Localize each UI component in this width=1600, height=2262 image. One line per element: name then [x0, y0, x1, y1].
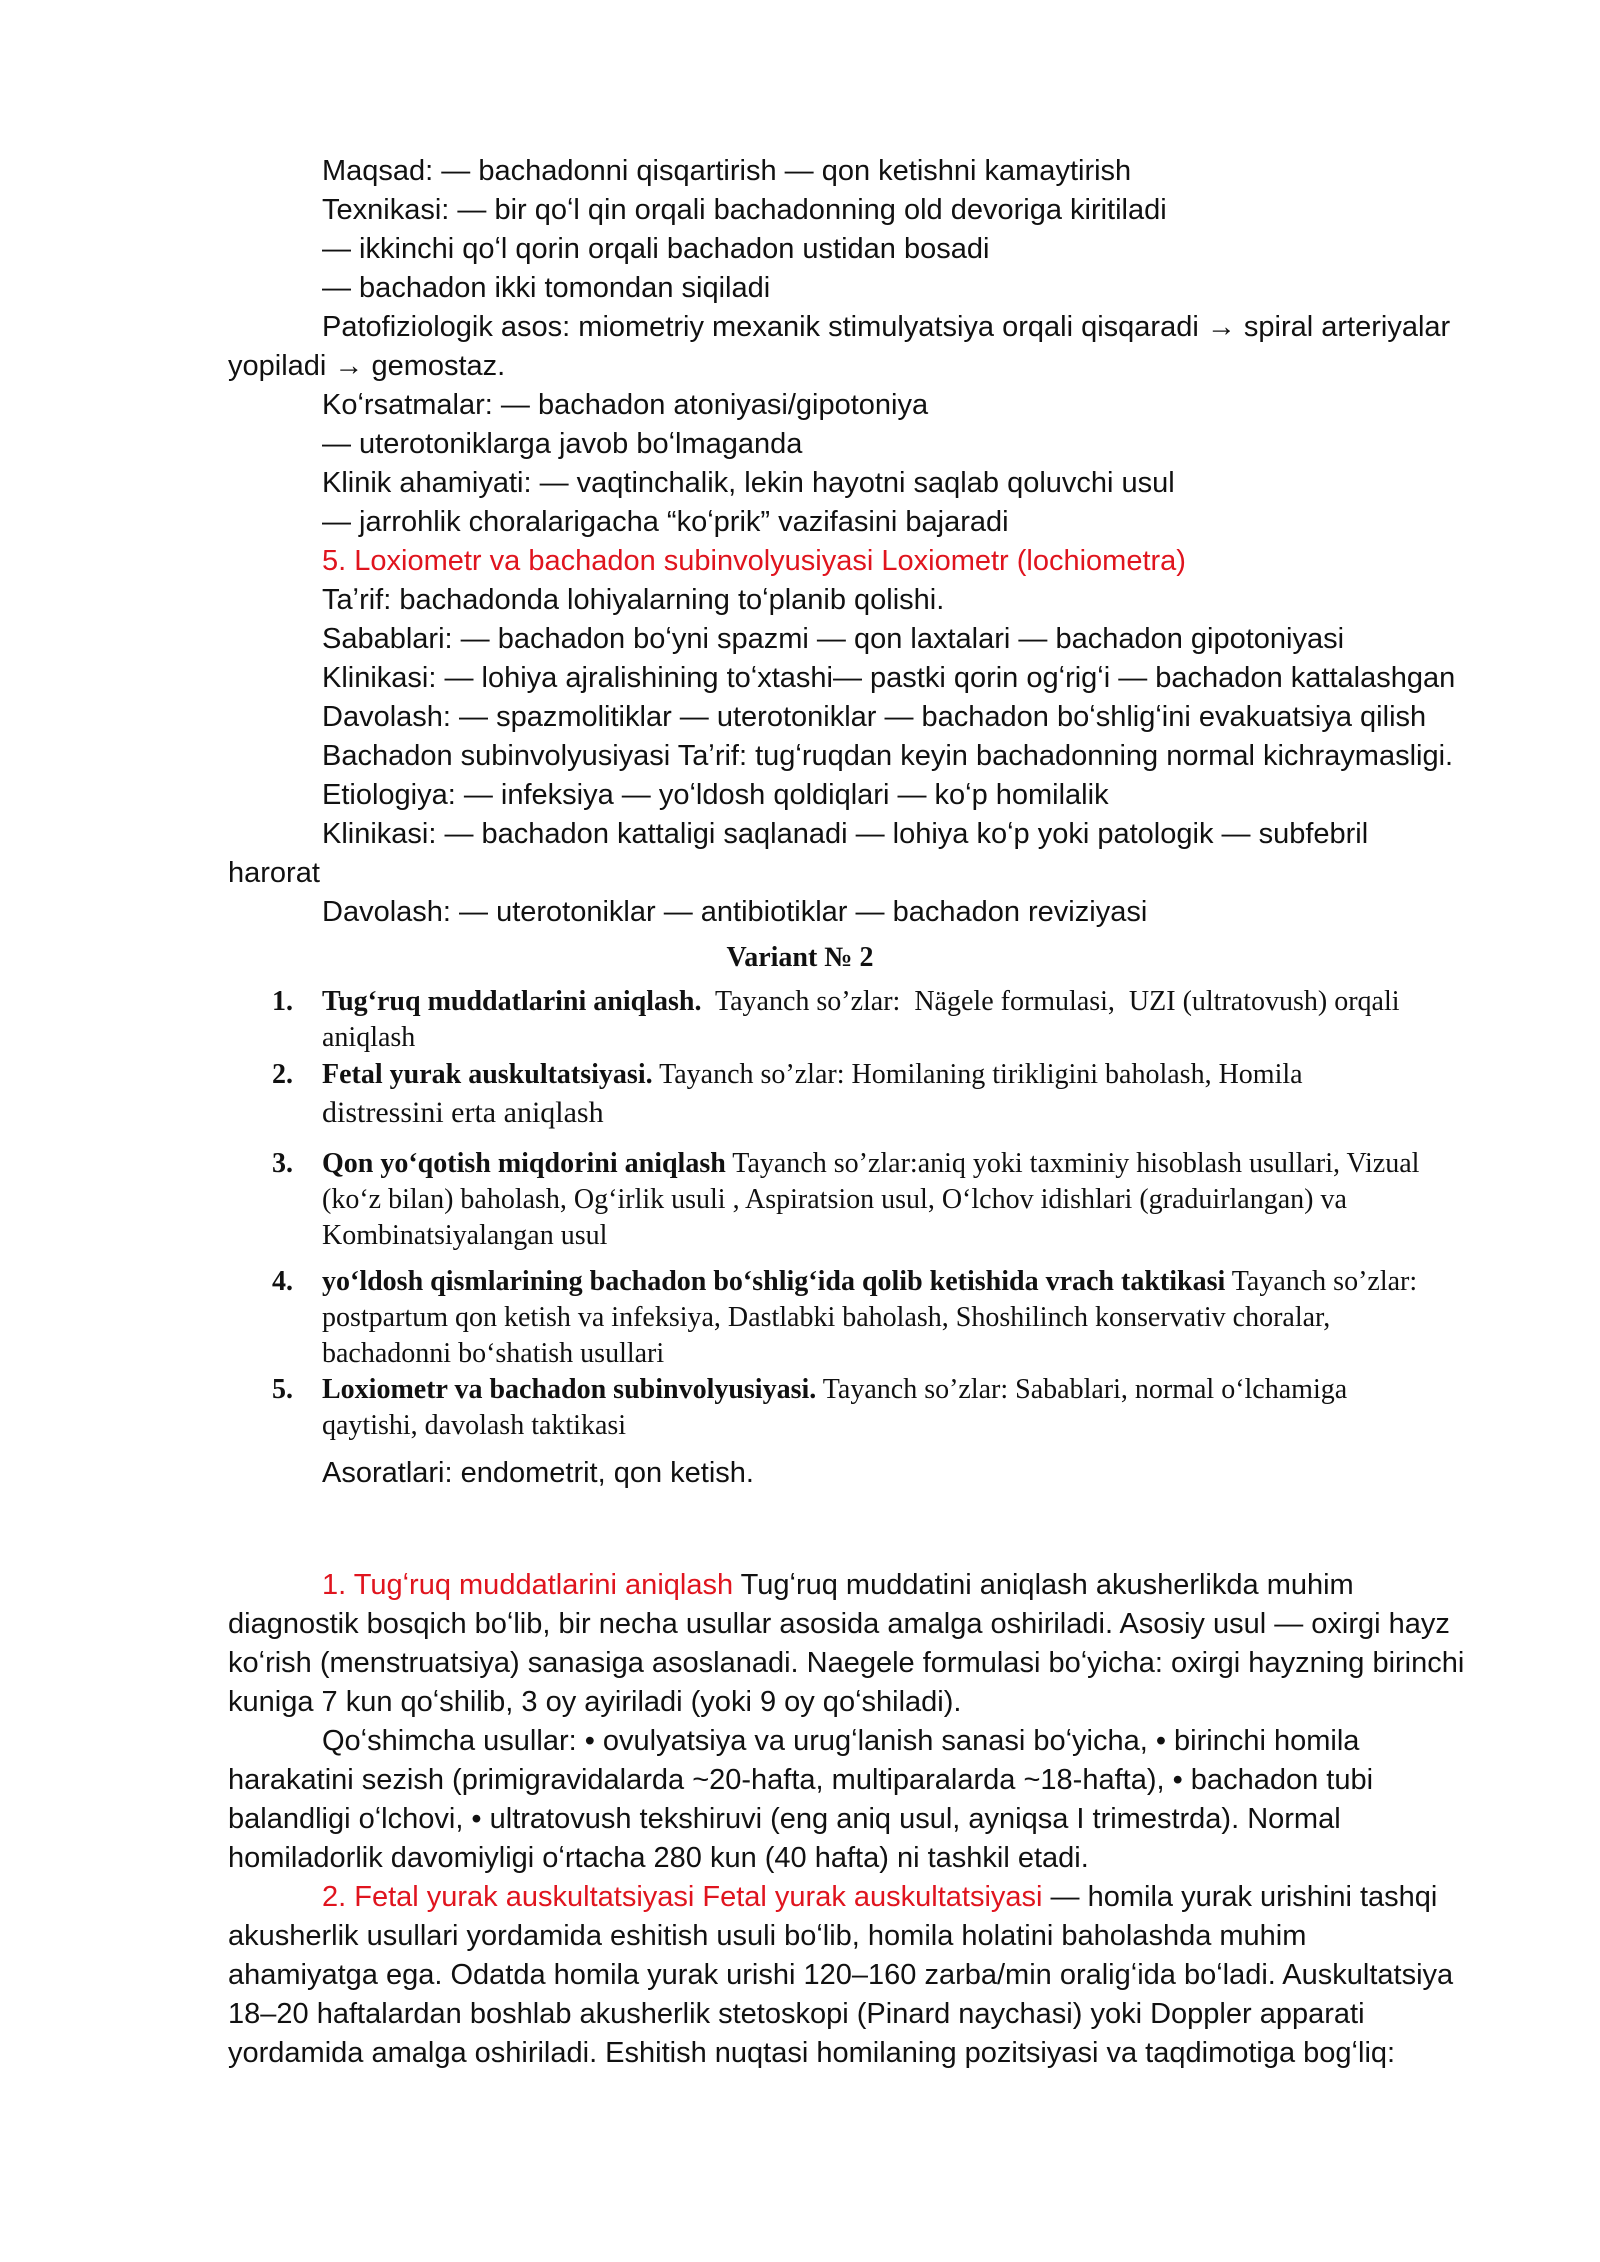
text-line: Texnikasi: — bir qoʻl qin orqali bachadonning old devoriga kiritiladi: [322, 194, 1167, 226]
text-span: Tugʻruq muddatini aniqlash akusherlikda muhim: [733, 1569, 1354, 1601]
text-line: Bachadon subinvolyusiyasi Taʼrif: tugʻruqdan keyin bachadonning normal kichraymasligi.: [322, 740, 1454, 772]
list-number: 5.: [272, 1374, 293, 1405]
list-item-keywords: Tayanch so’zlar: Sabablari, normal o‘lchamiga: [816, 1374, 1348, 1405]
text-line: — bachadon ikki tomondan siqiladi: [322, 272, 771, 304]
text-line: Koʻrsatmalar: — bachadon atoniyasi/gipotoniya: [322, 389, 929, 421]
variant-title: Variant № 2: [726, 942, 874, 973]
list-item: [322, 984, 1400, 1020]
text-line: harakatini sezish (primigravidalarda ~20-hafta, multiparalarda ~18-hafta), • bachadon tubi: [228, 1764, 1374, 1796]
list-item: [322, 1057, 1303, 1093]
text-line: ahamiyatga ega. Odatda homila yurak urishi 120–160 zarba/min oraligʻida boʻladi. Auskultatsiya: [228, 1959, 1454, 1991]
text-line: akusherlik usullari yordamida eshitish usuli boʻlib, homila holatini baholashda muhim: [228, 1920, 1307, 1952]
section-heading: 1. Tugʻruq muddatlarini aniqlash: [322, 1569, 734, 1601]
text-line: Taʼrif: bachadonda lohiyalarning toʻplanib qolishi.: [322, 584, 945, 616]
list-item-title: Qon yo‘qotish miqdorini aniqlash: [322, 1148, 726, 1179]
text-line: Etiologiya: — infeksiya — yoʻldosh qoldiqlari — koʻp homilalik: [322, 779, 1109, 811]
list-item-keywords: Tayanch so’zlar:: [1225, 1266, 1418, 1297]
list-item-title: Tug‘ruq muddatlarini aniqlash.: [322, 986, 702, 1017]
text-span: — homila yurak urishini tashqi: [1042, 1881, 1438, 1913]
text-line: homiladorlik davomiyligi oʻrtacha 280 kun (40 hafta) ni tashkil etadi.: [228, 1842, 1089, 1874]
list-item-title: Fetal yurak auskultatsiyasi.: [322, 1059, 653, 1090]
list-item-continuation: postpartum qon ketish va infeksiya, Dastlabki baholash, Shoshilinch konservativ choralar,: [322, 1302, 1331, 1333]
list-item-keywords: Tayanch so’zlar: Nägele formulasi, UZI (ultratovush) orqali: [701, 986, 1400, 1017]
text-line: balandligi oʻlchovi, • ultratovush tekshiruvi (eng aniq usul, ayniqsa I trimestrda). Normal: [228, 1803, 1341, 1835]
text-line: Klinik ahamiyati: — vaqtinchalik, lekin hayotni saqlab qoluvchi usul: [322, 467, 1175, 499]
text-line: Maqsad: — bachadonni qisqartirish — qon ketishni kamaytirish: [322, 155, 1132, 187]
text-line: Sabablari: — bachadon boʻyni spazmi — qon laxtalari — bachadon gipotoniyasi: [322, 623, 1345, 655]
text-line: kuniga 7 kun qoʻshilib, 3 oy ayiriladi (yoki 9 oy qoʻshiladi).: [228, 1686, 962, 1718]
list-item-keywords: Tayanch so’zlar: Homilaning tirikligini baholash, Homila: [652, 1059, 1303, 1090]
text-line: yordamida amalga oshiriladi. Eshitish nuqtasi homilaning pozitsiyasi va taqdimotiga bogʻliq:: [228, 2037, 1396, 2069]
text-line: Klinikasi: — bachadon kattaligi saqlanadi — lohiya koʻp yoki patologik — subfebril: [322, 818, 1369, 850]
text-line: Qoʻshimcha usullar: • ovulyatsiya va urugʻlanish sanasi boʻyicha, • birinchi homila: [322, 1725, 1360, 1757]
text-line: — ikkinchi qoʻl qorin orqali bachadon ustidan bosadi: [322, 233, 990, 265]
section-heading: 5. Loxiometr va bachadon subinvolyusiyasi Loxiometr (lochiometra): [322, 545, 1186, 577]
text-line: yopiladi → gemostaz.: [228, 350, 506, 382]
text-line: Davolash: — uterotoniklar — antibiotiklar — bachadon reviziyasi: [322, 896, 1148, 928]
section-heading: 2. Fetal yurak auskultatsiyasi Fetal yurak auskultatsiyasi: [322, 1881, 1043, 1913]
list-item: [322, 1146, 1419, 1182]
list-item-continuation: qaytishi, davolash taktikasi: [322, 1410, 627, 1441]
list-item-continuation: distressini erta aniqlash: [322, 1096, 604, 1129]
text-line: Patofiziologik asos: miometriy mexanik stimulyatsiya orqali qisqaradi → spiral arteriyalar: [322, 311, 1451, 343]
list-item-keywords: Tayanch so’zlar:aniq yoki taxminiy hisoblash usullari, Vizual: [725, 1148, 1420, 1179]
text-line: harorat: [228, 857, 320, 889]
list-item-continuation: aniqlash: [322, 1022, 416, 1053]
list-item-continuation: bachadonni bo‘shatish usullari: [322, 1338, 665, 1369]
text-line: diagnostik bosqich boʻlib, bir necha usullar asosida amalga oshiriladi. Asosiy usul — oxirgi hayz: [228, 1608, 1450, 1640]
list-item: [322, 1264, 1417, 1300]
text-line: — jarrohlik choralarigacha “koʻprik” vazifasini bajaradi: [322, 506, 1009, 538]
list-number: 1.: [272, 986, 293, 1017]
complications-line: Asoratlari: endometrit, qon ketish.: [322, 1457, 754, 1489]
text-line: Klinikasi: — lohiya ajralishining toʻxtashi— pastki qorin ogʻrigʻi — bachadon kattalashgan: [322, 662, 1456, 694]
list-item-continuation: (ko‘z bilan) baholash, Og‘irlik usuli , Aspiratsion usul, O‘lchov idishlari (graduirlangan) va: [322, 1184, 1347, 1215]
text-line: Davolash: — spazmolitiklar — uterotoniklar — bachadon boʻshligʻini evakuatsiya qilish: [322, 701, 1427, 733]
list-item-title: Loxiometr va bachadon subinvolyusiyasi.: [322, 1374, 817, 1405]
list-number: 2.: [272, 1059, 293, 1090]
list-item: [322, 1372, 1347, 1408]
answer-2-first-line: [322, 1878, 1437, 1917]
list-number: 3.: [272, 1148, 293, 1179]
list-item-continuation: Kombinatsiyalangan usul: [322, 1220, 608, 1251]
answer-1-first-line: [322, 1566, 1354, 1605]
list-item-title: yo‘ldosh qismlarining bachadon bo‘shlig‘ida qolib ketishida vrach taktikasi: [322, 1266, 1226, 1297]
list-number: 4.: [272, 1266, 293, 1297]
text-line: 18–20 haftalardan boshlab akusherlik stetoskopi (Pinard naychasi) yoki Doppler apparati: [228, 1998, 1365, 2030]
text-line: koʻrish (menstruatsiya) sanasiga asoslanadi. Naegele formulasi boʻyicha: oxirgi hayzning birinchi: [228, 1647, 1465, 1679]
text-line: — uterotoniklarga javob boʻlmaganda: [322, 428, 803, 460]
